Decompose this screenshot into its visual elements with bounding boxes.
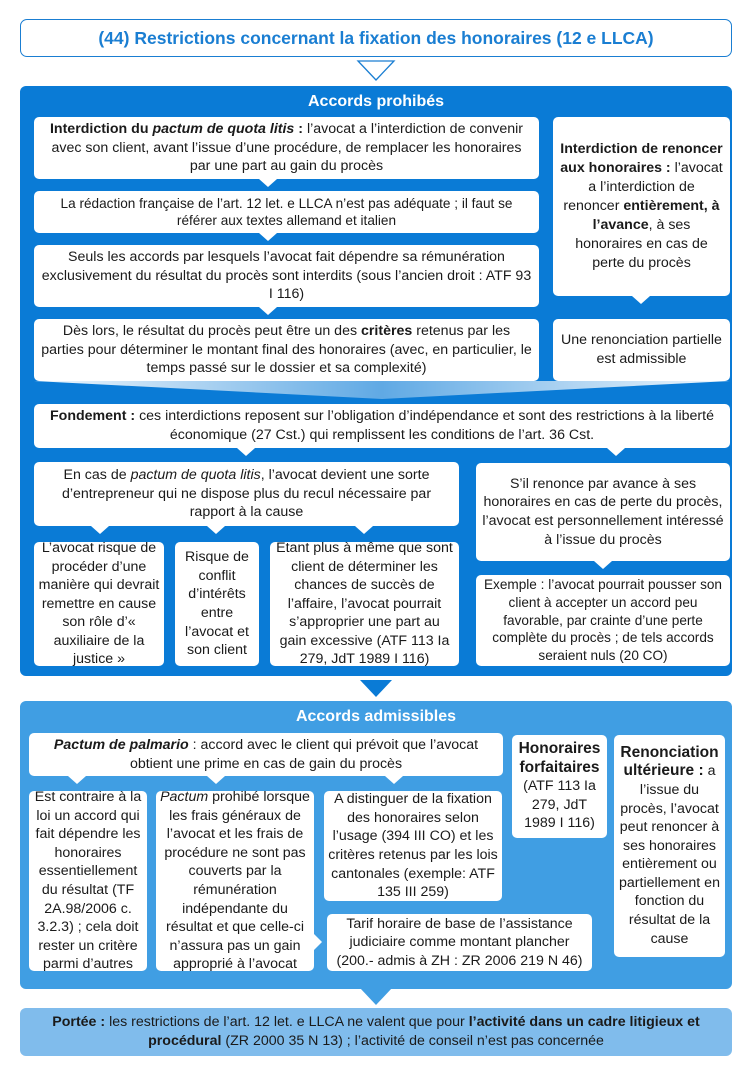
partielle-text: Une renonciation partielle est admissible — [561, 332, 722, 367]
portee-bold: l’activité dans un cadre litigieux et procédural — [148, 1014, 700, 1049]
connector-notch — [237, 448, 255, 456]
connector-notch — [259, 179, 277, 187]
renoncer-bold: entièrement, à l’avance — [592, 198, 720, 233]
risque-proceder-box — [34, 539, 164, 668]
redaction-text: La rédaction française de l’art. 12 let. e LLCA n’est pas adéquate ; il faut se référer aux textes allemand et italien — [60, 195, 513, 228]
tarif-text: Tarif horaire de base de l’assistance judiciaire comme montant plancher (200.- admis à ZH : ZR 2006 219 N 46) — [336, 915, 583, 969]
en-cas-box — [34, 462, 459, 526]
pactum-prohibe-text: prohibé lorsque les frais généraux de l’avocat et les frais de procédure ne sont pas couverts par la rémunération indépendante du résultat et que celle-ci n’assura pas un gain approprié à l’avocat — [164, 789, 310, 973]
tarif-box — [327, 914, 592, 971]
des-lors-text2: retenus par les parties pour déterminer le montant final des honoraires (avec, en particulier, le temps passé sur le dossier et sa complexité) — [41, 323, 532, 377]
forfaitaires-text: (ATF 113 Ia 279, JdT 1989 I 116) — [523, 778, 596, 832]
connector-notch — [91, 526, 109, 534]
partielle-box — [553, 319, 730, 381]
seuls-box — [34, 245, 539, 307]
connector-notch — [207, 526, 225, 534]
portee-text2: (ZR 2000 35 N 13) ; l’activité de conseil n’est pas concernée — [221, 1033, 604, 1049]
connector-notch — [355, 526, 373, 534]
admissible-heading: Accords admissibles — [295, 708, 457, 725]
contraire-text: Est contraire à la loi un accord qui fait dépendre les honoraires essentiellement du résultat (TF 2A.98/2006 c. 3.2.3) ; cela doit rester un critère parmi d’autres — [34, 789, 142, 973]
redaction-box — [34, 191, 539, 233]
quota-litis-colon: : — [294, 121, 303, 138]
en-cas-term: pactum de quota litis — [130, 467, 261, 484]
en-cas-text2: , l’avocat devient une sorte d’entrepreneur qui ne dispose plus du recul nécessaire par rapport à la cause — [61, 467, 432, 521]
sil-renonce-box — [476, 463, 730, 561]
contraire-box — [29, 791, 147, 971]
connector-notch — [594, 561, 612, 569]
arrow-down-filled-icon — [360, 988, 392, 1006]
connector-notch — [632, 296, 650, 304]
connector-notch — [259, 307, 277, 315]
diagram-title: (44) Restrictions concernant la fixation des honoraires (12 e LLCA) — [20, 19, 732, 57]
ulterieure-label: Renonciation ultérieure : — [620, 743, 719, 780]
merge-chevron-icon — [34, 381, 730, 401]
connector-notch — [259, 233, 277, 241]
distinguer-box — [324, 791, 502, 901]
palmario-text: : accord avec le client qui prévoit que l’avocat obtient une prime en cas de gain du procès — [129, 736, 479, 772]
des-lors-bold: critères — [361, 323, 413, 340]
connector-notch — [607, 448, 625, 456]
portee-text1: les restrictions de l’art. 12 let. e LLCA ne valent que pour — [105, 1014, 469, 1031]
pactum-prohibe-box — [156, 791, 314, 971]
des-lors-box — [34, 319, 539, 381]
exemple-box — [476, 575, 730, 666]
distinguer-text: A distinguer de la fixation des honoraires selon l’usage (394 III CO) et les critères retenus par les lois cantonales (exemple: ATF 135 III 259) — [328, 791, 498, 901]
portee-panel — [20, 1008, 732, 1056]
quota-litis-label: Interdiction du — [49, 121, 153, 138]
palmario-box — [29, 733, 503, 776]
fondement-label: Fondement : — [50, 408, 136, 425]
fondement-box — [34, 404, 730, 448]
risque-conflit-box — [175, 542, 259, 666]
prohibited-heading: Accords prohibés — [307, 93, 445, 110]
renoncer-box — [553, 117, 730, 296]
etant-box — [270, 539, 459, 668]
quota-litis-box — [34, 117, 539, 179]
renoncer-label: Interdiction de renoncer aux honoraires : — [560, 141, 723, 176]
ulterieure-box — [614, 735, 725, 957]
connector-notch — [68, 776, 86, 784]
risque-conflit-text: Risque de conflit d’intérêts entre l’avocat et son client — [185, 549, 249, 659]
ulterieure-text: a l’issue du procès, l’avocat peut renoncer à ses honoraires entièrement ou partiellement en fonction du résultat de la cause — [619, 763, 720, 947]
fondement-text: ces interdictions reposent sur l’obligation d’indépendance et sont des restrictions à la liberté économique (27 Cst.) qui remplissent les conditions de l’art. 36 Cst. — [135, 408, 714, 443]
quota-litis-term: pactum de quota litis — [152, 121, 295, 138]
en-cas-text1: En cas de — [63, 467, 131, 484]
palmario-term: Pactum de palmario — [53, 736, 189, 753]
forfaitaires-label: Honoraires forfaitaires — [518, 740, 601, 776]
etant-text: Etant plus à même que sont client de déterminer les chances de succès de l’affaire, l’avocat pourrait s’approprier une part au gain excessive (ATF 113 Ia 279, JdT 1989 I 116) — [276, 539, 453, 668]
renoncer-text1: l’avocat a l’interdiction de renoncer — [563, 160, 723, 214]
risque-proceder-text: L’avocat risque de procéder d’une manière qui devrait remettre en cause son rôle d’« auxiliaire de la justice » — [38, 539, 160, 668]
renoncer-text2: , à ses honoraires en cas de perte du procès — [575, 217, 708, 271]
pactum-term: Pactum — [160, 789, 209, 806]
connector-notch — [207, 776, 225, 784]
arrow-down-filled-icon — [360, 680, 392, 698]
arrow-down-outline-icon — [356, 60, 396, 82]
forfaitaires-box — [512, 735, 607, 838]
connector-notch-right — [314, 934, 322, 950]
seuls-text: Seuls les accords par lesquels l’avocat fait dépendre sa rémunération exclusivement du résultat du procès sont interdits (sous l’ancien droit : ATF 93 I 116) — [41, 249, 532, 303]
portee-label: Portée : — [52, 1014, 106, 1031]
connector-notch — [385, 776, 403, 784]
sil-renonce-text: S’il renonce par avance à ses honoraires en cas de perte du procès, l’avocat est personnellement intéressé à l’issue du procès — [482, 475, 724, 548]
exemple-text: Exemple : l’avocat pourrait pousser son client à accepter un accord peu favorable, par crainte d’une perte complète du procès ; de tels accords seraient nuls (20 CO) — [483, 577, 722, 664]
quota-litis-text: l’avocat a l’interdiction de convenir avec son client, avant l’issue d’une procédure, de remplacer les honoraires par une part au gain du procès — [51, 121, 524, 175]
des-lors-text1: Dès lors, le résultat du procès peut être un des — [62, 323, 362, 340]
